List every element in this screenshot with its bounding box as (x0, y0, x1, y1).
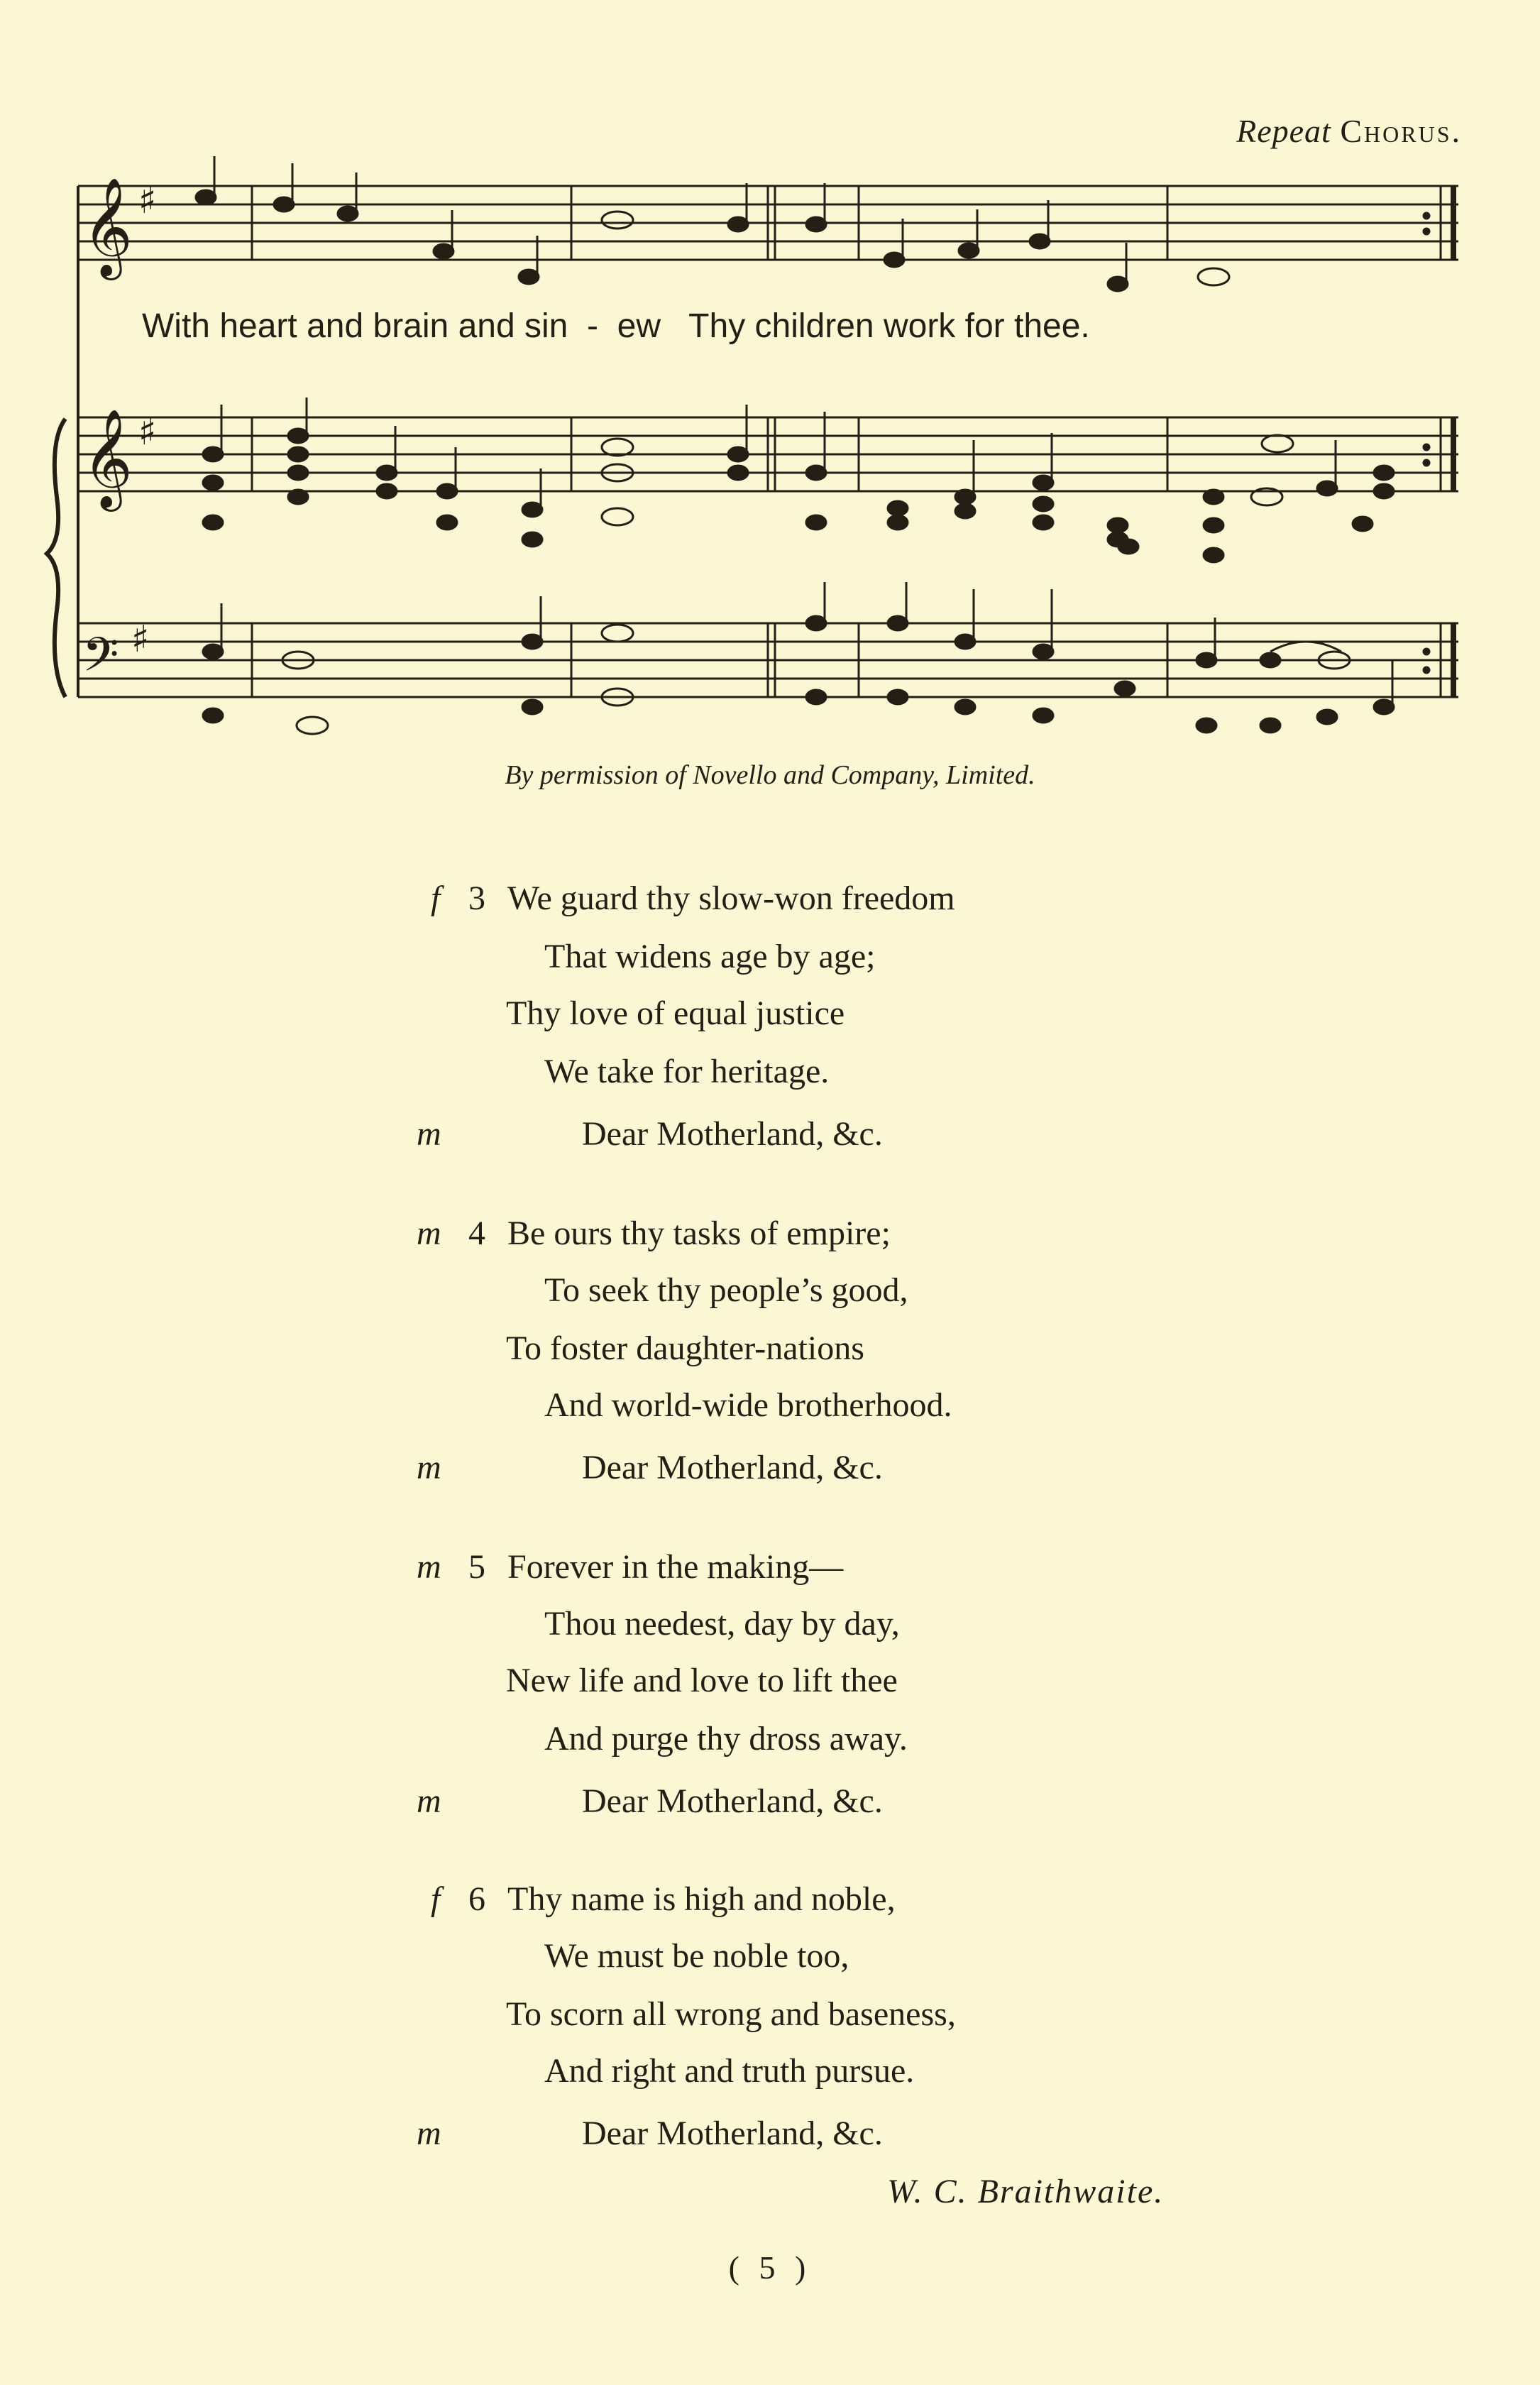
barlines (252, 186, 1453, 697)
verse-line: That widens age by age; (544, 938, 876, 975)
verse-number: 4 (468, 1215, 485, 1252)
refrain-line: Dear Motherland, &c. (582, 1449, 883, 1486)
verse-line: And purge thy dross away. (544, 1720, 908, 1758)
verse-dynamic: m (417, 1215, 441, 1252)
treble-notes (203, 398, 1429, 562)
verse-line: Be ours thy tasks of empire; (507, 1215, 891, 1252)
brace-icon (47, 419, 65, 697)
verse-line: To scorn all wrong and baseness, (506, 1995, 956, 2033)
vocal-lyric: With heart and brain and sin - ew Thy children work for thee. (142, 307, 1090, 345)
page-number: ( 5 ) (728, 2249, 812, 2286)
verse-line: To foster daughter-nations (506, 1329, 864, 1367)
verse-line: We take for heritage. (544, 1053, 830, 1090)
verse-number: 6 (468, 1880, 485, 1918)
verse-dynamic: f (431, 1880, 441, 1918)
verse-line: New life and love to lift thee (506, 1662, 898, 1699)
verse-dynamic: f (431, 879, 441, 917)
refrain-dynamic: m (417, 1115, 441, 1153)
sharp-icon: ♯ (138, 180, 157, 222)
chorus-word: Chorus. (1340, 113, 1462, 149)
refrain-line: Dear Motherland, &c. (582, 1782, 883, 1820)
refrain-dynamic: m (417, 1782, 441, 1820)
verse-line: And world-wide brotherhood. (544, 1386, 952, 1424)
verse-dynamic: m (417, 1548, 441, 1586)
permission-credit: By permission of Novello and Company, Limited. (505, 760, 1035, 790)
refrain-dynamic: m (417, 2115, 441, 2152)
verse-line: We guard thy slow-won freedom (507, 879, 955, 917)
author-credit: W. C. Braithwaite. (887, 2173, 1165, 2210)
treble-clef-icon: 𝄞 (82, 409, 133, 508)
verse-line: Thou needest, day by day, (544, 1605, 900, 1643)
refrain-line: Dear Motherland, &c. (582, 1115, 883, 1153)
verse-line: And right and truth pursue. (544, 2052, 915, 2090)
verse-line: To seek thy people’s good, (544, 1271, 908, 1309)
verse-number: 5 (468, 1548, 485, 1586)
bass-notes (203, 582, 1429, 734)
music-score (0, 0, 1540, 781)
refrain-dynamic: m (417, 1449, 441, 1486)
verse-line: Thy love of equal justice (506, 994, 845, 1032)
verse-line: Forever in the making— (507, 1548, 844, 1586)
refrain-line: Dear Motherland, &c. (582, 2115, 883, 2152)
verse-line: We must be noble too, (544, 1937, 849, 1975)
bass-clef-icon: 𝄢 (82, 627, 119, 693)
verse-number: 3 (468, 879, 485, 917)
sharp-icon: ♯ (131, 618, 150, 661)
treble-clef-icon: 𝄞 (82, 177, 133, 276)
sharp-icon: ♯ (138, 411, 157, 454)
repeat-word: Repeat (1236, 113, 1331, 149)
verse-line: Thy name is high and noble, (507, 1880, 896, 1918)
